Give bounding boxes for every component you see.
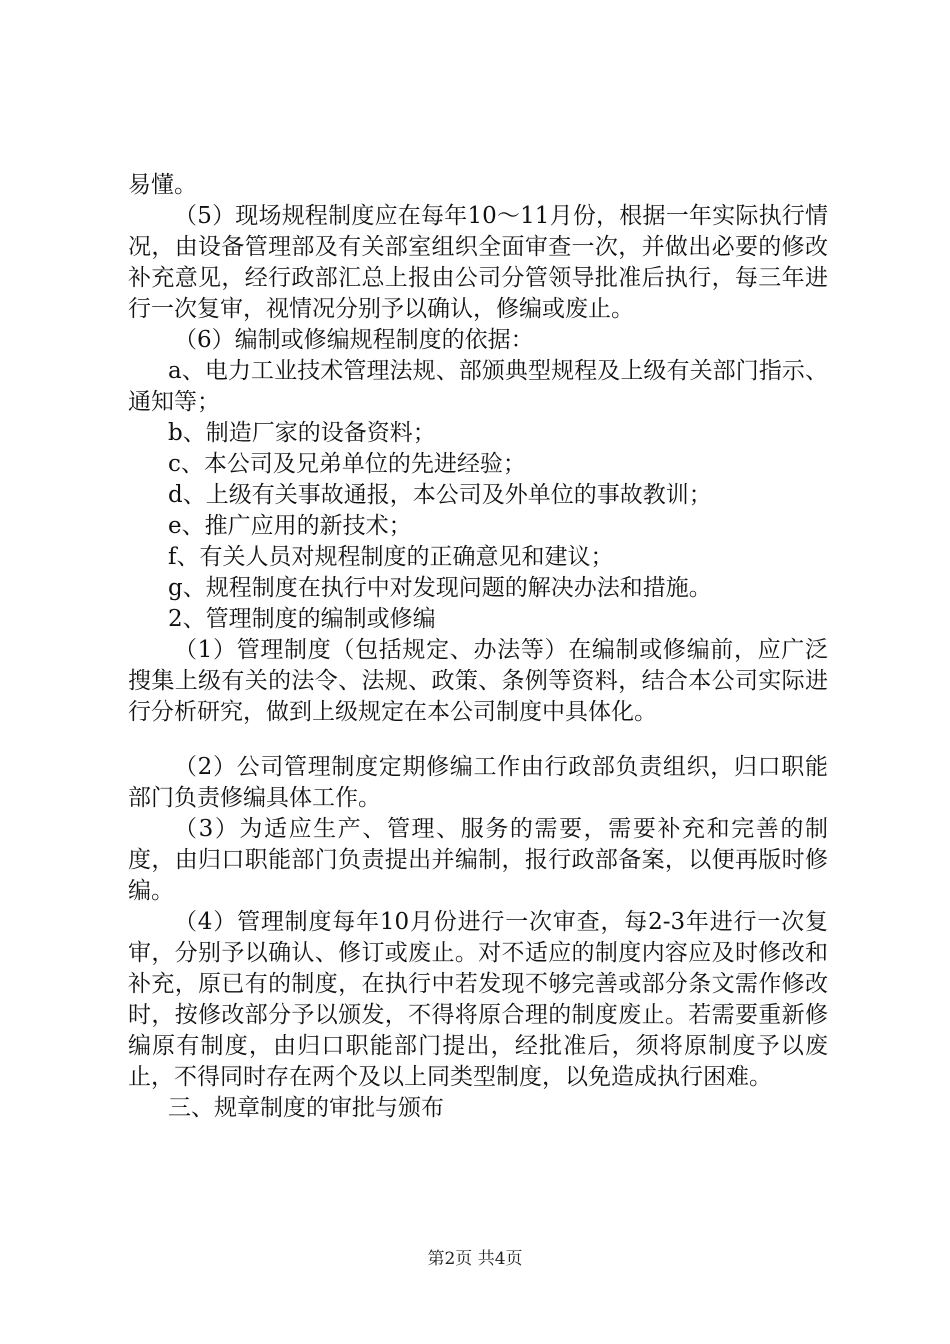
paragraph-mgmt-3: （3）为适应生产、管理、服务的需要，需要补充和完善的制度，由归口职能部门负责提出并编制，报行政部备案，以便再版时修编。	[128, 816, 828, 904]
section-heading-2: 2、管理制度的编制或修编	[168, 606, 436, 632]
paragraph-mgmt-4: （4）管理制度每年10月份进行一次审查，每2-3年进行一次复审，分别予以确认、修订或废止。对不适应的制度内容应及时修改和补充，原已有的制度，在执行中若发现不够完善或部分条文需作修改时，按修改部分予以颁发，不得将原合理的制度废止。若需要重新修编原有制度，由归口职能部门提出，经批准后，须将原制度予以废止，不得同时存在两个及以上同类型制度，以免造成执行困难。	[128, 909, 828, 1090]
list-item-b: b、制造厂家的设备资料；	[168, 420, 436, 446]
paragraph-item-5: （5）现场规程制度应在每年10～11月份，根据一年实际执行情况，由设备管理部及有关部室组织全面审查一次，并做出必要的修改补充意见，经行政部汇总上报由公司分管领导批准后执行，每三年进行一次复审，视情况分别予以确认，修编或废止。	[128, 203, 828, 322]
list-item-d: d、上级有关事故通报，本公司及外单位的事故教训；	[168, 482, 712, 508]
page-number-label: 第2页 共4页	[427, 1249, 523, 1269]
list-item-f: f、有关人员对规程制度的正确意见和建议；	[168, 544, 614, 570]
paragraph-mgmt-1: （1）管理制度（包括规定、办法等）在编制或修编前，应广泛搜集上级有关的法令、法规、政策、条例等资料，结合本公司实际进行分析研究，做到上级规定在本公司制度中具体化。	[128, 637, 828, 725]
page-footer	[0, 1244, 950, 1269]
paragraph-continuation: 易懂。	[128, 172, 197, 198]
list-item-a: a、电力工业技术管理法规、部颁典型规程及上级有关部门指示、通知等；	[128, 358, 828, 415]
list-item-g: g、规程制度在执行中对发现问题的解决办法和措施。	[168, 575, 712, 601]
paragraph-item-6: （6）编制或修编规程制度的依据：	[174, 327, 534, 353]
section-heading-3: 三、规章制度的审批与颁布	[168, 1095, 444, 1121]
document-body	[128, 170, 828, 1124]
list-item-e: e、推广应用的新技术；	[168, 513, 412, 539]
paragraph-mgmt-2: （2）公司管理制度定期修编工作由行政部负责组织，归口职能部门负责修编具体工作。	[128, 754, 828, 811]
list-item-c: c、本公司及兄弟单位的先进经验；	[168, 451, 526, 477]
